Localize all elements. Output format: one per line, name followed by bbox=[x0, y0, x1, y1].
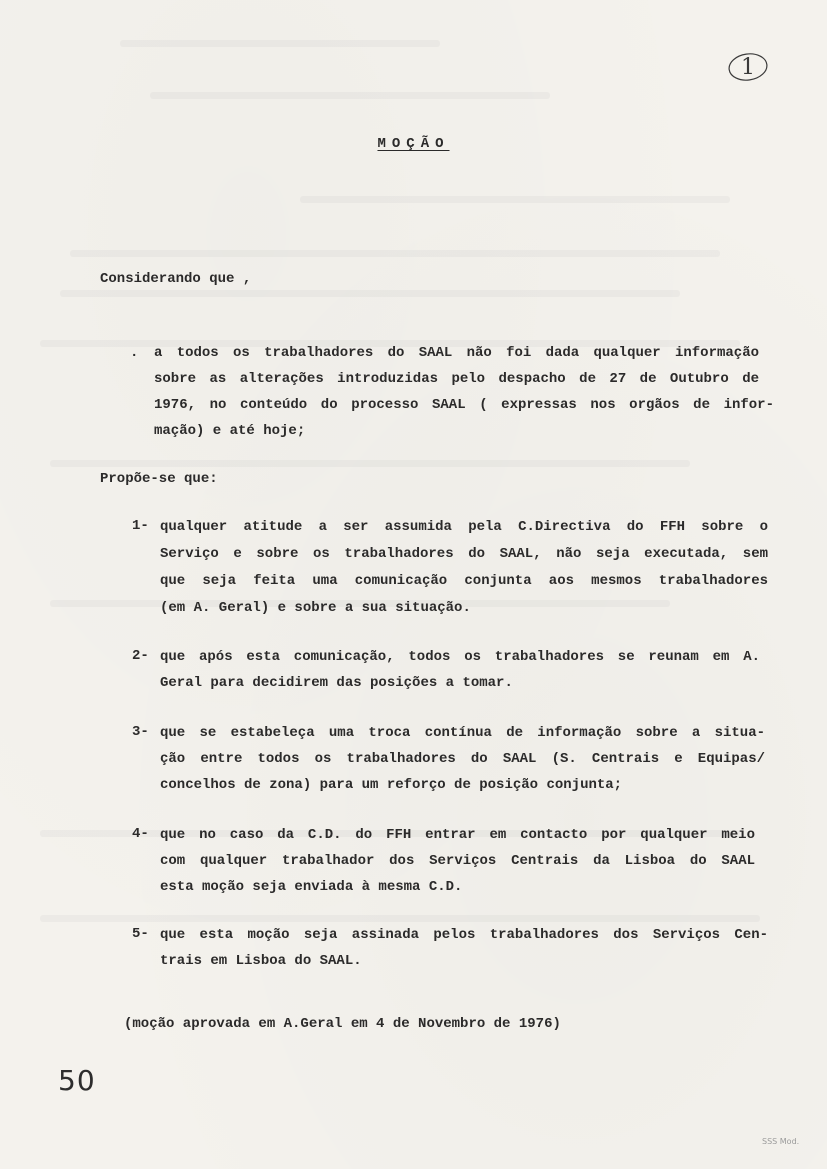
item-line: qualquer atitude a ser assumida pela C.Directiva do FFH sobre o bbox=[160, 519, 768, 535]
show-through-line bbox=[70, 250, 720, 257]
proposes-text: Propõe-se que: bbox=[100, 471, 218, 487]
item-number: 5- bbox=[132, 926, 149, 942]
item-line: que esta moção seja assinada pelos trabalhadores dos Serviços Cen- bbox=[160, 927, 768, 943]
item-line: que no caso da C.D. do FFH entrar em contacto por qualquer meio bbox=[160, 827, 755, 843]
item-line: (em A. Geral) e sobre a sua situação. bbox=[160, 600, 471, 616]
item-line: que após esta comunicação, todos os trabalhadores se reunam em A. bbox=[160, 649, 760, 665]
bullet-dot: . bbox=[130, 345, 139, 361]
item-line: concelhos de zona) para um reforço de posição conjunta; bbox=[160, 777, 623, 793]
item-line: esta moção seja enviada à mesma C.D. bbox=[160, 879, 463, 895]
show-through-line bbox=[60, 290, 680, 297]
intro-text: Considerando que , bbox=[100, 271, 252, 287]
show-through-line bbox=[300, 196, 730, 203]
item-line: Geral para decidirem das posições a tomar. bbox=[160, 675, 513, 691]
item-line: Serviço e sobre os trabalhadores do SAAL, não seja executada, sem bbox=[160, 546, 768, 562]
page-number-mark: 1 bbox=[726, 50, 770, 84]
paragraph-line: sobre as alterações introduzidas pelo despacho de 27 de Outubro de bbox=[154, 371, 759, 387]
show-through-line bbox=[50, 460, 690, 467]
show-through-line bbox=[40, 915, 760, 922]
show-through-line bbox=[120, 40, 440, 47]
document-title: MOÇÃO bbox=[377, 136, 450, 152]
item-number: 4- bbox=[132, 826, 149, 842]
item-line: ção entre todos os trabalhadores do SAAL (S. Centrais e Equipas/ bbox=[160, 751, 765, 767]
item-line: com qualquer trabalhador dos Serviços Centrais da Lisboa do SAAL bbox=[160, 853, 755, 869]
handwritten-number: 50 bbox=[58, 1064, 96, 1097]
item-number: 2- bbox=[132, 648, 149, 664]
item-line: que seja feita uma comunicação conjunta aos mesmos trabalhadores bbox=[160, 573, 768, 589]
approval-note: (moção aprovada em A.Geral em 4 de Novembro de 1976) bbox=[124, 1016, 561, 1032]
item-line: que se estabeleça uma troca contínua de informação sobre a situa- bbox=[160, 725, 765, 741]
paragraph-line: 1976, no conteúdo do processo SAAL ( expressas nos orgãos de infor- bbox=[154, 397, 774, 413]
paragraph-line: a todos os trabalhadores do SAAL não foi dada qualquer informação bbox=[154, 345, 759, 361]
item-line: trais em Lisboa do SAAL. bbox=[160, 953, 362, 969]
paragraph-line: mação) e até hoje; bbox=[154, 423, 306, 439]
corner-mark: SSS Mod. bbox=[762, 1137, 800, 1146]
item-number: 3- bbox=[132, 724, 149, 740]
show-through-line bbox=[150, 92, 550, 99]
item-number: 1- bbox=[132, 518, 149, 534]
